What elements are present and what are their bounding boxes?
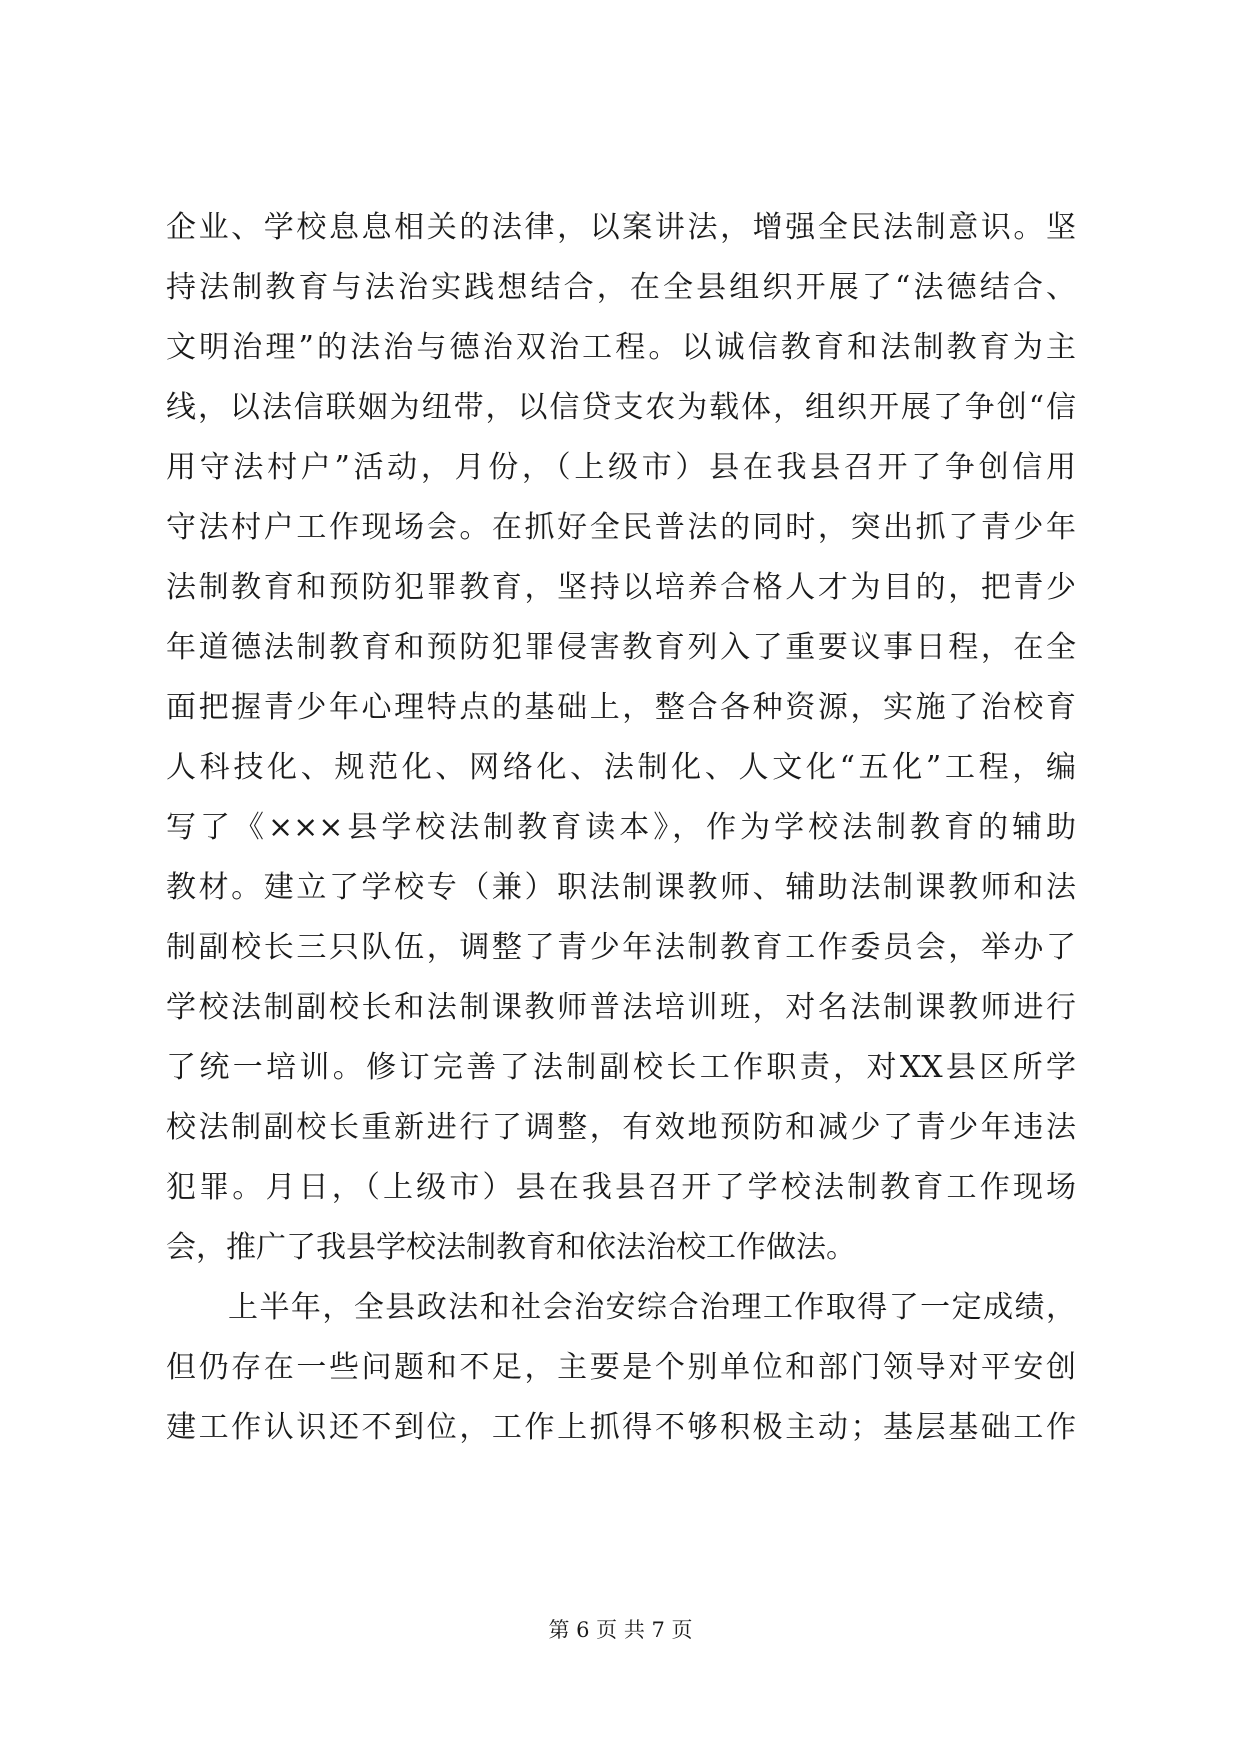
body-text <box>166 198 1076 1458</box>
text-line: 企业、学校息息相关的法律，以案讲法，增强全民法制意识。坚 <box>166 210 1076 245</box>
text-line: 写了《×××县学校法制教育读本》，作为学校法制教育的辅助 <box>166 810 1076 845</box>
text-line: 了统一培训。修订完善了法制副校长工作职责，对XX县区所学 <box>166 1050 1076 1085</box>
text-line: 学校法制副校长和法制课教师普法培训班，对名法制课教师进行 <box>166 990 1076 1025</box>
text-line: 但仍存在一些问题和不足，主要是个别单位和部门领导对平安创 <box>166 1350 1076 1385</box>
text-line: 年道德法制教育和预防犯罪侵害教育列入了重要议事日程，在全 <box>166 630 1076 665</box>
text-line: 用守法村户”活动，月份，（上级市）县在我县召开了争创信用 <box>166 450 1076 485</box>
paragraph-start-line: 上半年，全县政法和社会治安综合治理工作取得了一定成绩， <box>228 1290 1076 1325</box>
text-line: 文明治理”的法治与德治双治工程。以诚信教育和法制教育为主 <box>166 330 1076 365</box>
text-line: 持法制教育与法治实践想结合，在全县组织开展了“法德结合、 <box>166 270 1076 305</box>
page-number-label: 第 6 页 共 7 页 <box>548 1618 693 1642</box>
text-line: 守法村户工作现场会。在抓好全民普法的同时，突出抓了青少年 <box>166 510 1076 545</box>
text-line: 人科技化、规范化、网络化、法制化、人文化“五化”工程，编 <box>166 750 1076 785</box>
text-line: 线，以法信联姻为纽带，以信贷支农为载体，组织开展了争创“信 <box>166 390 1076 425</box>
text-line: 教材。建立了学校专（兼）职法制课教师、辅助法制课教师和法 <box>166 870 1076 905</box>
page-footer <box>0 1616 1241 1644</box>
text-line: 法制教育和预防犯罪教育，坚持以培养合格人才为目的，把青少 <box>166 570 1076 605</box>
text-line: 建工作认识还不到位，工作上抓得不够积极主动；基层基础工作 <box>166 1410 1076 1445</box>
text-line: 面把握青少年心理特点的基础上，整合各种资源，实施了治校育 <box>166 690 1076 725</box>
text-line: 会，推广了我县学校法制教育和依法治校工作做法。 <box>166 1230 856 1265</box>
text-line: 校法制副校长重新进行了调整，有效地预防和减少了青少年违法 <box>166 1110 1076 1145</box>
text-line: 犯罪。月日，（上级市）县在我县召开了学校法制教育工作现场 <box>166 1170 1076 1205</box>
text-line: 制副校长三只队伍，调整了青少年法制教育工作委员会，举办了 <box>166 930 1076 965</box>
